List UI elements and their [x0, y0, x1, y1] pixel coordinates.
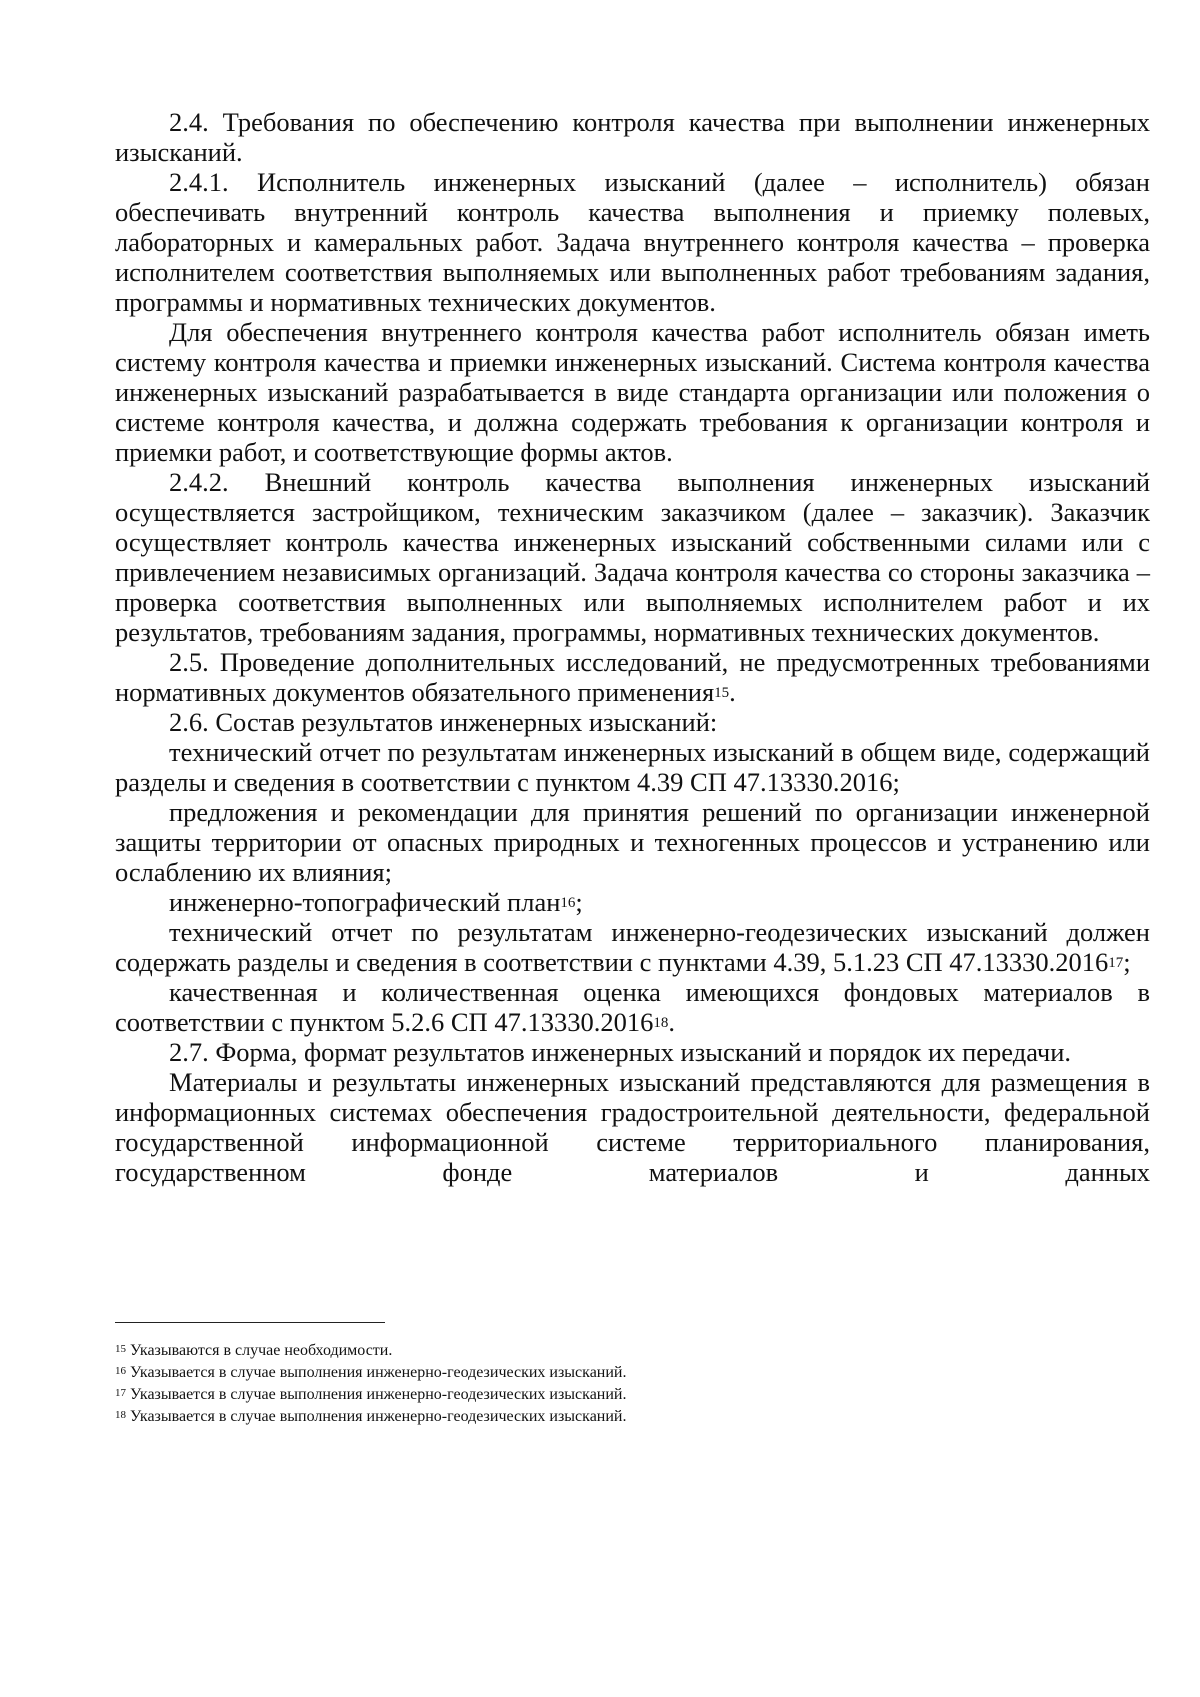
paragraph-2-4-2: 2.4.2. Внешний контроль качества выполнения инженерных изысканий осуществляется застройщиком, техническим заказчиком (далее – заказчик). Заказчик осуществляет контроль качества инженерных изысканий собственными силами или с привлечением независимых организаций. Задача контроля качества со стороны заказчика – проверка соответствия выполненных или выполняемых исполнителем работ и их результатов, требованиям задания, программы, нормативных технических документов.: [115, 467, 1150, 647]
footnote-ref-16[interactable]: 16: [560, 895, 576, 911]
footnote-ref-17[interactable]: 17: [1108, 955, 1124, 971]
paragraph-internal-control-system: Для обеспечения внутреннего контроля качества работ исполнитель обязан иметь систему контроля качества и приемки инженерных изысканий. Система контроля качества инженерных изысканий разрабатывается в виде стандарта организации или положения о системе контроля качества, и должна содержать требования к организации контроля и приемки работ, и соответствующие формы актов.: [115, 317, 1150, 467]
footnote-separator: [115, 1322, 385, 1323]
paragraph-2-7-heading: 2.7. Форма, формат результатов инженерных изысканий и порядок их передачи.: [169, 1037, 1072, 1067]
list-item-proposals: предложения и рекомендации для принятия решений по организации инженерной защиты территории от опасных природных и техногенных процессов и устранению или ослаблению их влияния;: [115, 797, 1150, 887]
footnote-16: $^{16}$ Указывается в случае выполнения инженерно-геодезических изысканий.: [115, 1364, 627, 1381]
footnote-18: $^{18}$ Указывается в случае выполнения инженерно-геодезических изысканий.: [115, 1408, 627, 1425]
list-item-geodetic-report: технический отчет по результатам инженерно-геодезических изысканий должен содержать разделы и сведения в соответствии с пунктами 4.39, 5.1.23 СП 47.13330.2016$^{17}$;: [115, 917, 1150, 977]
paragraph-materials-placement: Материалы и результаты инженерных изысканий представляются для размещения в информационных системах обеспечения градостроительной деятельности, федеральной государственной информационной системе территориального планирования, государственном фонде материалов и данных: [115, 1067, 1150, 1187]
paragraph-2-4-1: 2.4.1. Исполнитель инженерных изысканий (далее – исполнитель) обязан обеспечивать внутренний контроль качества выполнения и приемку полевых, лабораторных и камеральных работ. Задача внутреннего контроля качества – проверка исполнителем соответствия выполняемых или выполненных работ требованиям задания, программы и нормативных технических документов.: [115, 167, 1150, 317]
paragraph-2-6-heading: 2.6. Состав результатов инженерных изысканий:: [169, 707, 718, 737]
footnotes-section: [115, 1340, 1150, 1428]
footnote-17: $^{17}$ Указывается в случае выполнения инженерно-геодезических изысканий.: [115, 1386, 627, 1403]
document-body: [115, 107, 1150, 1187]
list-item-topographic-plan: инженерно-топографический план$^{16}$;: [169, 887, 583, 917]
paragraph-2-4-heading: 2.4. Требования по обеспечению контроля качества при выполнении инженерных изысканий.: [115, 107, 1150, 167]
footnote-15: $^{15}$ Указываются в случае необходимости.: [115, 1342, 393, 1359]
list-item-fund-materials-assessment: качественная и количественная оценка имеющихся фондовых материалов в соответствии с пунктом 5.2.6 СП 47.13330.2016$^{18}$.: [115, 977, 1150, 1037]
paragraph-2-5: 2.5. Проведение дополнительных исследований, не предусмотренных требованиями нормативных документов обязательного применения$^{15}$.: [115, 647, 1150, 707]
list-item-technical-report: технический отчет по результатам инженерных изысканий в общем виде, содержащий разделы и сведения в соответствии с пунктом 4.39 СП 47.13330.2016;: [115, 737, 1150, 797]
footnote-ref-18[interactable]: 18: [653, 1015, 669, 1031]
footnote-ref-15[interactable]: 15: [714, 685, 730, 701]
